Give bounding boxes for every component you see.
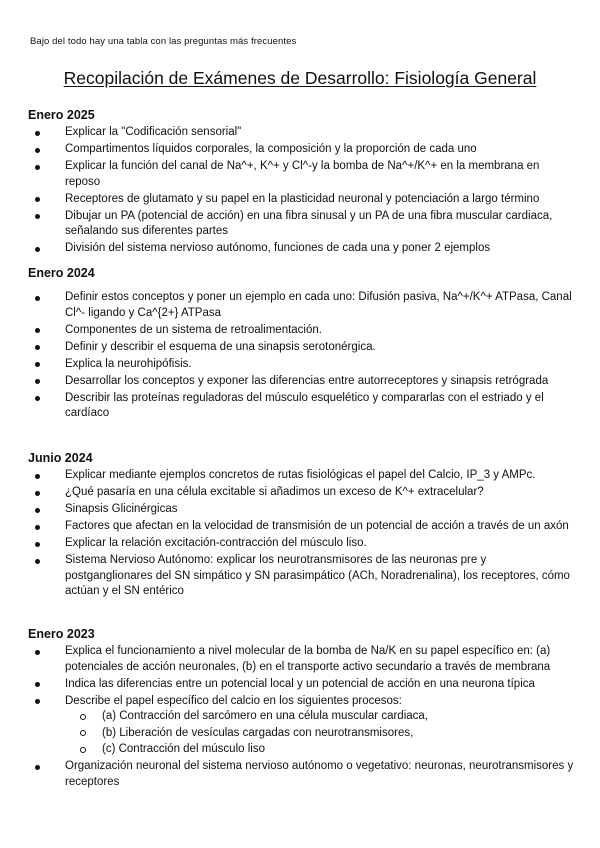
sub-list-item-text: (a) Contracción del sarcómero en una célula muscular cardiaca, xyxy=(102,710,428,722)
list-item xyxy=(28,519,574,535)
bullet-icon xyxy=(35,214,40,219)
list-item-text: Explicar mediante ejemplos concretos de rutas fisiológicas el papel del Calcio, IP_3 y AMPc. xyxy=(65,469,536,481)
section-heading: Enero 2025 xyxy=(28,108,95,122)
question-list xyxy=(28,290,574,422)
bullet-icon xyxy=(35,508,40,513)
list-item xyxy=(28,125,574,141)
section-heading: Enero 2024 xyxy=(28,266,95,280)
bullet-icon xyxy=(35,491,40,496)
bullet-icon xyxy=(35,379,40,384)
hollow-bullet-icon xyxy=(80,714,86,720)
bullet-icon xyxy=(35,345,40,350)
top-note: Bajo del todo hay una tabla con las preguntas más frecuentes xyxy=(30,36,297,47)
list-item xyxy=(28,241,574,257)
list-item-text: Sistema Nervioso Autónomo: explicar los neurotransmisores de las neuronas pre y postganglionares del SN simpático y SN parasimpático (ACh, Noradrenalina), los receptores, cómo actúan y el SN entérico xyxy=(65,554,570,597)
section-enero-2024 xyxy=(28,266,574,423)
list-item xyxy=(28,159,574,190)
list-item xyxy=(28,209,574,240)
list-item-text: Indica las diferencias entre un potencial local y un potencial de acción en una neurona típica xyxy=(65,677,535,690)
list-item-text: Receptores de glutamato y su papel en la plasticidad neuronal y potenciación a largo término xyxy=(65,192,540,205)
list-item xyxy=(28,468,574,484)
sub-list-item-text: (c) Contracción del músculo liso xyxy=(102,743,265,755)
list-item xyxy=(28,357,574,373)
bullet-icon xyxy=(35,650,40,655)
list-item xyxy=(28,644,574,675)
hollow-bullet-icon xyxy=(80,747,86,753)
list-item xyxy=(28,759,574,790)
list-item-text: Desarrollar los conceptos y exponer las diferencias entre autorreceptores y sinapsis retrógrada xyxy=(65,374,549,387)
list-item-text: Explica el funcionamiento a nivel molecular de la bomba de Na/K en su papel específico en: (a) potenciales de acción neuronales, (b) en el transporte activo secundario a través de membrana xyxy=(65,645,551,673)
list-item-text: Describe el papel específico del calcio en los siguientes procesos: xyxy=(65,694,402,707)
list-item xyxy=(28,142,574,158)
section-enero-2023 xyxy=(28,627,574,792)
list-item xyxy=(28,677,574,693)
sub-list-item xyxy=(65,709,574,725)
sub-list-item xyxy=(65,726,574,742)
list-item-text: Definir estos conceptos y poner un ejemplo en cada uno: Difusión pasiva, Na^+/K^+ ATPasa, Canal Cl^- ligando y Ca^{2+} ATPasa xyxy=(65,291,572,319)
bullet-icon xyxy=(35,247,40,252)
list-item-text: Dibujar un PA (potencial de acción) en una fibra sinusal y un PA de una fibra muscular cardiaca, señalando sus diferentes partes xyxy=(65,209,553,237)
list-item xyxy=(28,485,574,501)
list-item xyxy=(28,694,574,758)
list-item-text: División del sistema nervioso autónomo, funciones de cada una y poner 2 ejemplos xyxy=(65,242,491,254)
section-heading: Enero 2023 xyxy=(28,627,95,641)
hollow-bullet-icon xyxy=(80,730,86,736)
list-item xyxy=(28,391,574,422)
question-list xyxy=(28,468,574,600)
page-title: Recopilación de Exámenes de Desarrollo: Fisiología General xyxy=(63,68,537,88)
question-list xyxy=(28,644,574,790)
bullet-icon xyxy=(35,559,40,564)
bullet-icon xyxy=(35,148,40,153)
list-item xyxy=(28,553,574,600)
list-item-text: Organización neuronal del sistema nervioso autónomo o vegetativo: neuronas, neurotransmisores y receptores xyxy=(65,760,574,788)
sub-list xyxy=(65,709,574,758)
bullet-icon xyxy=(35,542,40,547)
list-item xyxy=(28,536,574,552)
list-item-text: Compartimentos líquidos corporales, la composición y la proporción de cada uno xyxy=(65,143,477,155)
bullet-icon xyxy=(35,165,40,170)
list-item xyxy=(28,374,574,390)
question-list xyxy=(28,125,574,257)
bullet-icon xyxy=(35,131,40,136)
sub-list-item xyxy=(65,742,574,758)
list-item xyxy=(28,290,574,321)
bullet-icon xyxy=(35,396,40,401)
bullet-icon xyxy=(35,525,40,530)
list-item xyxy=(28,502,574,518)
list-item-text: Sinapsis Glicinérgicas xyxy=(65,503,178,515)
list-item-text: Componentes de un sistema de retroalimentación. xyxy=(65,323,322,336)
list-item-text: Explicar la función del canal de Na^+, K^+ y Cl^-y la bomba de Na^+/K^+ en la membrana en reposo xyxy=(65,160,540,188)
bullet-icon xyxy=(35,474,40,479)
bullet-icon xyxy=(35,699,40,704)
bullet-icon xyxy=(35,362,40,367)
list-item xyxy=(28,323,574,339)
list-item-text: Factores que afectan en la velocidad de transmisión de un potencial de acción a través de un axón xyxy=(65,520,569,532)
sub-list-item-text: (b) Liberación de vesículas cargadas con neurotransmisores, xyxy=(102,726,414,739)
bullet-icon xyxy=(35,328,40,333)
list-item-text: Explica la neurohipófisis. xyxy=(65,357,192,370)
list-item-text: Explicar la "Codificación sensorial" xyxy=(65,126,242,138)
list-item xyxy=(28,340,574,356)
list-item-text: Explicar la relación excitación-contracción del músculo liso. xyxy=(65,537,367,549)
bullet-icon xyxy=(35,197,40,202)
bullet-icon xyxy=(35,682,40,687)
section-junio-2024 xyxy=(28,451,574,601)
list-item-text: Describir las proteínas reguladoras del músculo esquelético y compararlas con el estriado y el cardíaco xyxy=(65,391,544,419)
list-item xyxy=(28,192,574,208)
list-item-text: ¿Qué pasaría en una célula excitable si añadimos un exceso de K^+ extracelular? xyxy=(65,486,484,498)
bullet-icon xyxy=(35,296,40,301)
section-enero-2025 xyxy=(28,108,574,258)
list-item-text: Definir y describir el esquema de una sinapsis serotonérgica. xyxy=(65,340,376,353)
section-heading: Junio 2024 xyxy=(28,451,93,465)
bullet-icon xyxy=(35,765,40,770)
